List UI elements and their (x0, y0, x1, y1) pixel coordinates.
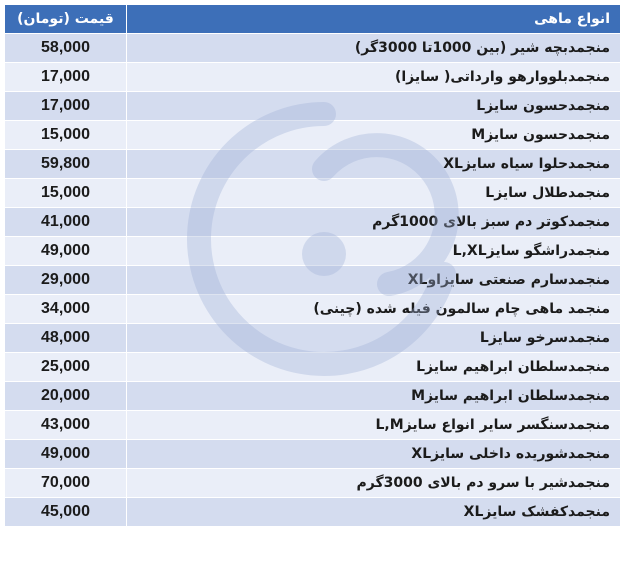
price-cell: 17,000 (5, 63, 127, 92)
price-cell: 45,000 (5, 498, 127, 527)
price-table-container (4, 4, 621, 527)
fish-name-cell: منجمدسنگسر سایر انواع سایزL,M (127, 411, 621, 440)
price-cell: 34,000 (5, 295, 127, 324)
fish-name-cell: منجمدبلووارهو وارداتی( سایزا) (127, 63, 621, 92)
table-row (5, 295, 621, 324)
table-row (5, 469, 621, 498)
price-cell: 48,000 (5, 324, 127, 353)
fish-name-cell: منجمدراشگو سایزL,XL (127, 237, 621, 266)
table-row (5, 121, 621, 150)
table-row (5, 382, 621, 411)
price-cell: 58,000 (5, 34, 127, 63)
price-cell: 15,000 (5, 121, 127, 150)
table-row (5, 150, 621, 179)
table-row (5, 92, 621, 121)
table-row (5, 266, 621, 295)
fish-name-cell: منجمدسلطان ابراهیم سایزM (127, 382, 621, 411)
fish-name-cell: منجمدسلطان ابراهیم سایزL (127, 353, 621, 382)
table-row (5, 440, 621, 469)
table-row (5, 34, 621, 63)
fish-name-cell: منجمدسارم صنعتی سایزاوXL (127, 266, 621, 295)
price-cell: 17,000 (5, 92, 127, 121)
price-cell: 49,000 (5, 237, 127, 266)
price-cell: 15,000 (5, 179, 127, 208)
fish-name-cell: منجمدطلال سایزL (127, 179, 621, 208)
table-row (5, 208, 621, 237)
price-cell: 25,000 (5, 353, 127, 382)
table-header-row (5, 5, 621, 34)
fish-name-cell: منجمدسرخو سایزL (127, 324, 621, 353)
table-body (5, 34, 621, 527)
price-cell: 29,000 (5, 266, 127, 295)
fish-name-cell: منجمدحسون سایزM (127, 121, 621, 150)
table-row (5, 63, 621, 92)
fish-name-cell: منجمدبچه شیر (بین 1000تا 3000گر) (127, 34, 621, 63)
fish-name-cell: منجمدکوتر دم سبز بالای 1000گرم (127, 208, 621, 237)
name-column-header: انواع ماهی (127, 5, 621, 34)
fish-name-cell: منجمدحلوا سیاه سایزXL (127, 150, 621, 179)
fish-price-table (4, 4, 621, 527)
price-cell: 59,800 (5, 150, 127, 179)
fish-name-cell: منجمدشیر با سرو دم بالای 3000گرم (127, 469, 621, 498)
fish-name-cell: منجمد ماهی چام سالمون فیله شده (چینی) (127, 295, 621, 324)
fish-name-cell: منجمدکفشک سایزXL (127, 498, 621, 527)
price-cell: 20,000 (5, 382, 127, 411)
price-cell: 70,000 (5, 469, 127, 498)
table-row (5, 324, 621, 353)
price-cell: 49,000 (5, 440, 127, 469)
table-row (5, 237, 621, 266)
table-row (5, 411, 621, 440)
fish-name-cell: منجمدحسون سایزL (127, 92, 621, 121)
table-row (5, 498, 621, 527)
price-cell: 41,000 (5, 208, 127, 237)
fish-name-cell: منجمدشوریده داخلی سایزXL (127, 440, 621, 469)
price-cell: 43,000 (5, 411, 127, 440)
table-row (5, 353, 621, 382)
price-column-header: قیمت (تومان) (5, 5, 127, 34)
table-row (5, 179, 621, 208)
